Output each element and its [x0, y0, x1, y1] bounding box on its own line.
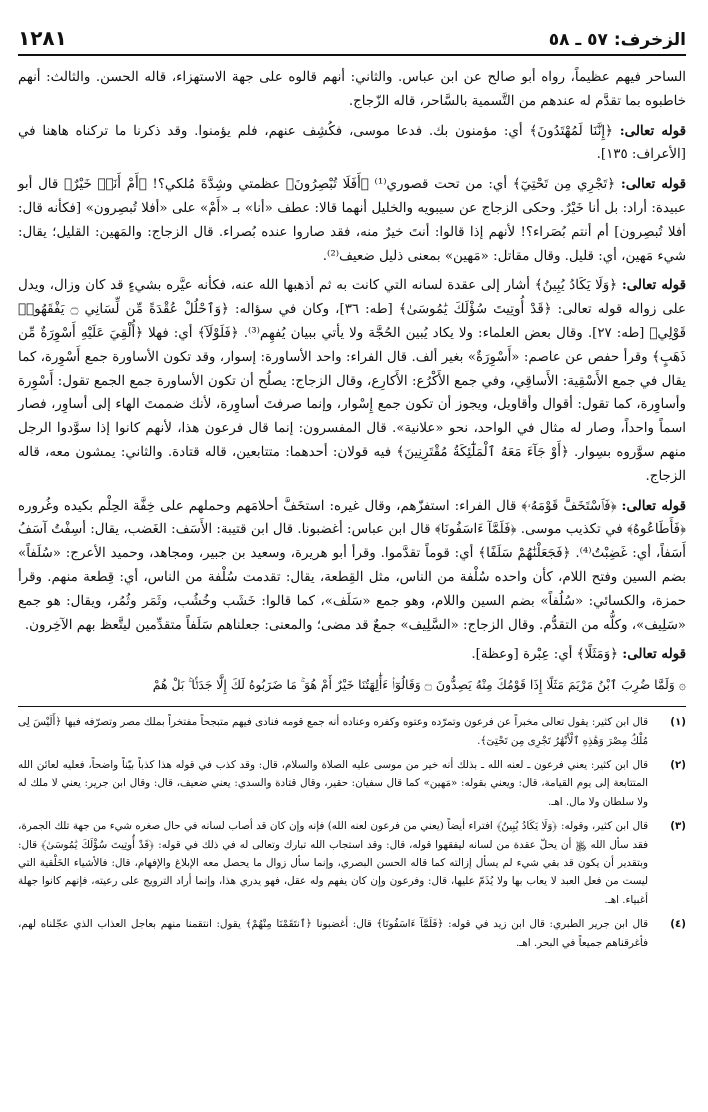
paragraph-text: ﴿فَٱسْتَخَفَّ قَوْمَهُۥ﴾ قال الفراء: استفزّهم، وقال غيره: استخَفَّ أحلامَهم وحملهم على خِفَّة الحِلْم بكيده وغُروره ﴿فَأَطَاعُوهُ﴾ في تكذيب موسى. ﴿فَلَمَّآ ءَاسَفُونَا﴾ قال ابن عباس: أغضبونا. قال ابن قتيبة: الأَسَف: الغَضب، يقال: أسِفْتُ آسَفُ أَسَفاً، أي: غَضِبْتُ⁽⁴⁾. ﴿فَجَعَلْنَٰهُمْ سَلَفًا﴾ أي: قوماً تقدَّموا. وقرأ أبو هريرة، وسعيد بن جبير، ومجاهد، وحميد الأعرج: «سُلَفاً» بضم السين وفتح اللام، كأن واحده سُلْفة من الناس، مثل القِطعة، يقال: تقدمت سُلْفة من الناس، أي: قِطعة منهم. وقرأ حمزة، والكسائي: «سُلُفاً» بضم السين واللام، وهو جمع «سَلَف»، كما قالوا: خَشَب وخُشُب، وثَمَر وثُمُر، ويقال: هو جمع «سَلِيف»، وكلُّه من التقدُّم. وقال الزجاج: «السَّلِيف» جمعٌ قد مضى؛ والمعنى: جعلناهم سَلَفاً متقدِّمين ليتَّعظ بهم الآخِرون.: [18, 498, 686, 633]
footnote: [18, 713, 686, 750]
quran-verse-line: ۞ وَلَمَّا ضُرِبَ ٱبْنُ مَرْيَمَ مَثَلًا إِذَا قَوْمُكَ مِنْهُ يَصِدُّونَ ۝ وَقَالُوٓا۟ ءَأَٰلِهَتُنَا خَيْرٌ أَمْ هُوَ ۚ مَا ضَرَبُوهُ لَكَ إِلَّا جَدَلًۢا ۚ بَلْ هُمْ: [152, 677, 686, 693]
paragraph-lead: قوله تعالى:: [621, 277, 686, 294]
paragraph-text: ﴿إِنَّنَا لَمُهْتَدُونَ﴾ أي: مؤمنون بك. فدعا موسى، فكُشِف عنهم، فلم يؤمنوا. وقد ذكرنا ما تركناه هاهنا في [الأعراف: ١٣٥].: [18, 123, 686, 163]
footnote-text: قال ابن كثير، وقوله: ﴿وَلَا يَكَادُ يُبِينُ﴾ افتراء أيضاً (يعني من فرعون لعنه الله) فإنه وإن كان قد أصاب لسانه في حال صغره شيء من جهة تلك الجمرة، فقد سأل الله ﷿ أن يحلّ عقدة من لسانه ليفقهوا قوله، قال: وقد استجاب الله تبارك وتعالى له في ذلك في قوله: ﴿قَدْ أُوتِيتَ سُؤْلَكَ يَٰمُوسَىٰ﴾ قال: وبتقدير أن يكون قد بقي شيء لم يسأل إزالته كما قاله الحسن البصري، وإنما سأل زوال ما يحصل معه الإبلاغ والإفهام، قال: فالأشياء الخَلْقية التي ليست من فعل العبد لا يعاب بها ولا يُذَمّ عليها، قال: وفرعون وإن كان يفهم وله عقل، فهو يدري هذا، وإنما أراد الترويج على رعيته، فإنهم كانوا جهلة أغبياء. اهـ.: [18, 820, 648, 906]
paragraph: [18, 173, 686, 268]
paragraph-lead: قوله تعالى:: [621, 497, 686, 514]
paragraph-text: الساحر فيهم عظيماً، رواه أبو صالح عن ابن عباس. والثاني: أنهم قالوه على جهة الاستهزاء، قاله الحسن. والثالث: أنهم خاطبوه بما تقدَّم له عندهم من التَّسمية بالسَّاحر، قاله الزّجاج.: [18, 70, 686, 109]
paragraph-lead: قوله تعالى:: [619, 122, 686, 139]
paragraph: [18, 495, 686, 638]
paragraph-text: ﴿وَمَثَلًا﴾ أي: عِبْرة [وعظة].: [471, 647, 619, 663]
paragraph-text: ﴿وَلَا يَكَادُ يُبِينُ﴾ أشار إلى عقدة لسانه التي كانت به ثم أذهبها الله عنه، فكأنه عيَّره بشيءٍ قد كان وزال، ويدل على زواله قوله تعالى: ﴿قَدْ أُوتِيتَ سُؤْلَكَ يَٰمُوسَىٰ﴾ [طه: ٣٦]، وكان في سؤاله: ﴿وَٱحْلُلْ عُقْدَةً مِّن لِّسَانِي ۝ يَفْقَهُوا۟ قَوْلِي﴾ [طه: ٢٧]. وقال بعض العلماء: ولا يكاد يُبين الحُجَّة ولا يأتي ببيان يُفهِم⁽³⁾. ﴿فَلَوْلَآ﴾ أي: فهلا ﴿أُلْقِيَ عَلَيْهِ أَسْوِرَةٌ مِّن ذَهَبٍ﴾ وقرأ حفص عن عاصم: «أَسْوِرَةٌ» بغير ألف. قال الفراء: واحد الأساورة: إسوار، وقد تكون الأساورة جمع أَسْوِرة، كما يقال في جمع الأَسْقِية: الأَساقِي، وفي جمع الأَكْرُع: الأَكارِع، وقال الزجاج: يصلُح أن تكون الأساورة جمع الجمع تقول: أَسْوِرة وأساوِرة، كما تقول: أقوال وأقاويل، ويجوز أن تكون جمع إِسْوار، وإنما صرفتَ أساوِرة، لأنك ضممتَ الهاء إلى أساوِر، فصار اسماً واحداً، وصار له مثال في الواحد، نحو «علانية». قال المفسرون: إنما قال فرعون هذا، لأنهم كانوا إذا سوَّدوا الرجل منهم سوَّروه بسِوار. ﴿أَوْ جَآءَ مَعَهُ ٱلْمَلَٰٓئِكَةُ مُقْتَرِنِينَ﴾ فيه قولان: أحدهما: متتابعين، قاله قتادة. والثاني: يمشون معه، قاله الزجاج.: [18, 278, 686, 484]
footnote: [18, 817, 686, 909]
paragraph: [18, 643, 686, 667]
footnote-text: قال ابن جرير الطبري: قال ابن زيد في قوله: ﴿فَلَمَّآ ءَاسَفُونَا﴾ قال: أغضبونا ﴿ٱنتَقَمْنَا مِنْهُمْ﴾ يقول: انتقمنا منهم بعاجل العذاب الذي عجّلناه لهم، فأغرقناهم جميعاً في البحر. اهـ.: [18, 918, 648, 949]
paragraph-text: ﴿تَجْرِي مِن تَحْتِيٓ﴾ أي: من تحت قصوري⁽¹⁾ ﴿أَفَلَا تُبْصِرُونَ﴾ عظمتي وشِدَّةَ مُلكي؟! ﴿أَمْ أَنَا۠ خَيْرٌ﴾ قال أبو عبيدة: أراد: بل أنا خَيْرٌ. وحكى الزجاج عن سيبويه والخليل أنهما قالا: عطف «أنا» بـ «أَمْ» على «أفلا تُبصِرون» [فكأنه قال: أفلا تُبصِرون] أم أنتم بُصَراء؟! لأنهم إذا قالوا: أنتَ خيرٌ منه، فقد صاروا عنده بُصراء. قال الزجاج: والمَهين: القليل؛ يقال: شيء مَهين، أي: قليل. وقال مقاتل: «مَهين» بمعنى ذليل ضعيف⁽²⁾.: [18, 177, 686, 264]
paragraph: [18, 274, 686, 488]
main-text: [18, 56, 686, 696]
paragraph: [18, 120, 686, 168]
footnote-number: (٤): [670, 918, 686, 931]
footnote-number: (١): [670, 716, 686, 729]
paragraph-lead: قوله تعالى:: [620, 176, 686, 193]
footnote-text: قال ابن كثير: يعني فرعون ـ لعنه الله ـ بذلك أنه خير من موسى عليه الصلاة والسلام، قال: وقد كذب في قوله هذا كذباً بيّناً واضحاً، فعليه لعائن الله المتتابعة إلى يوم القيامة، قال: ويعني بقوله: «مَهين» كما قال سفيان: حقير، وقال قتادة والسدي: يعني ضعيف، قال: وقال ابن جرير: يعني لا ملك له ولا سلطان ولا مال. اهـ.: [18, 758, 648, 808]
paragraph: [18, 66, 686, 114]
page-header: [18, 0, 686, 56]
footnote-number: (٢): [670, 758, 686, 771]
page-number: ١٢٨١: [18, 26, 67, 50]
footnote: [18, 915, 686, 952]
paragraph-lead: قوله تعالى:: [622, 646, 686, 663]
footnote: [18, 756, 686, 811]
footnotes: [18, 713, 686, 952]
footnote-number: (٣): [670, 820, 686, 833]
running-title: الزخرف: ٥٧ ـ ٥٨: [548, 30, 686, 50]
footnote-text: قال ابن كثير: يقول تعالى مخبراً عن فرعون وتمرّده وعتوه وكفره وعناده أنه جمع قومه فنادى فيهم متبجحاً مفتخراً بملك مصر وتصرّفه فيها ﴿أَلَيْسَ لِى مُلْكُ مِصْرَ وَهَٰذِهِ ٱلْأَنْهَٰرُ تَجْرِى مِن تَحْتِىٓ﴾.: [18, 716, 648, 747]
footnote-separator: [18, 706, 686, 707]
